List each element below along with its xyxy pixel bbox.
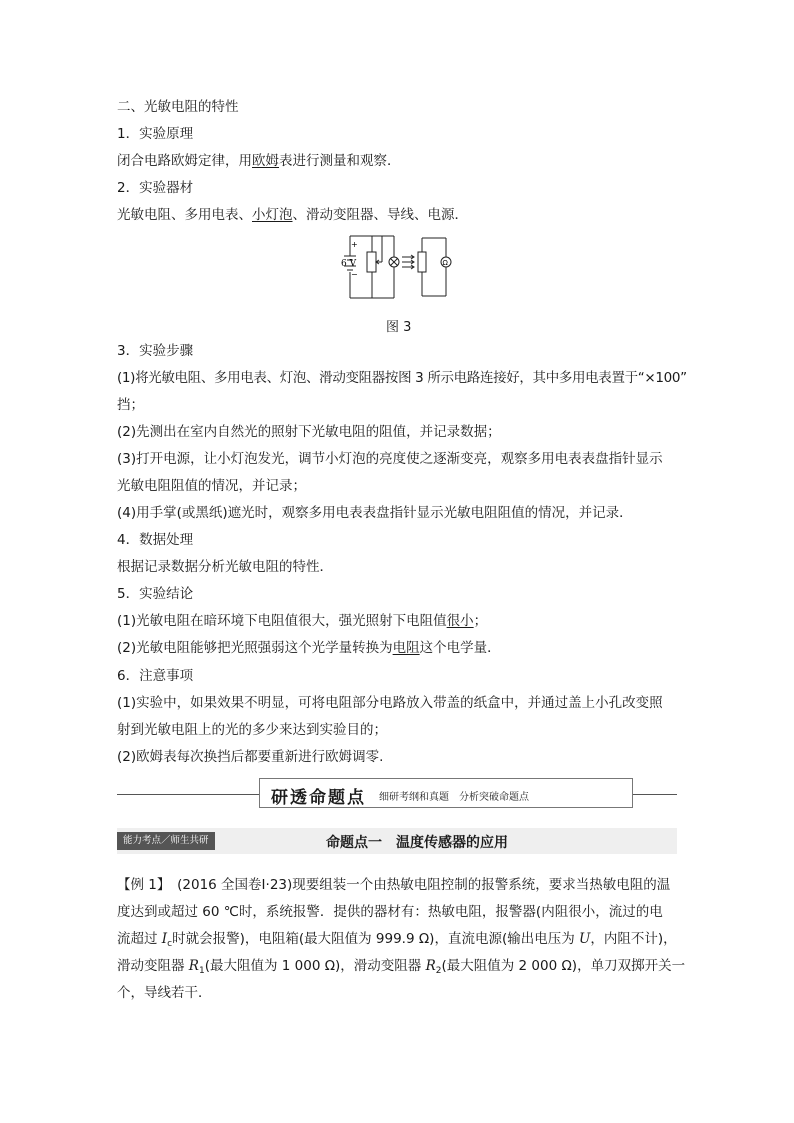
figure-caption: 图 3 <box>386 320 412 335</box>
text-segment: 光敏电阻、多用电表、 <box>117 207 252 223</box>
item-4-title: 4．数据处理 <box>117 532 194 548</box>
step-4: (4)用手掌(或黑纸)遮光时，观察多用电表表盘指针显示光敏电阻阻值的情况，并记录． <box>117 505 633 521</box>
section-banner <box>117 776 677 812</box>
text-segment: 表进行测量和观察． <box>279 153 401 169</box>
banner-rule-right <box>633 794 677 795</box>
banner-rule-left <box>117 794 259 795</box>
step-1-line-2: 挡； <box>117 397 144 413</box>
step-1-line-1: (1)将光敏电阻、多用电表、灯泡、滑动变阻器按图 3 所示电路连接好，其中多用电表置于“×100” <box>117 370 687 386</box>
item-3-title: 3．实验步骤 <box>117 343 194 359</box>
banner-subtitle: 细研考纲和真题 分析突破命题点 <box>379 792 529 803</box>
text-segment: (2)光敏电阻能够把光照强弱这个光学量转换为 <box>117 640 393 656</box>
underlined-answer: 电阻 <box>392 640 420 656</box>
text-segment: 滑动变阻器 <box>117 958 189 974</box>
underlined-answer: 欧姆 <box>252 153 279 169</box>
item-1-title: 1．实验原理 <box>117 126 194 142</box>
text-segment: 时就会报警)，电阻箱(最大阻值为 999.9 Ω)，直流电源(输出电压为 <box>172 931 579 947</box>
item-4-text: 根据记录数据分析光敏电阻的特性． <box>117 559 333 575</box>
symbol-U: U <box>579 931 591 947</box>
example-line-3 <box>117 930 677 953</box>
section-heading: 二、光敏电阻的特性 <box>117 99 239 115</box>
topic-bar <box>117 828 677 854</box>
step-2: (2)先测出在室内自然光的照射下光敏电阻的阻值，并记录数据； <box>117 424 501 440</box>
text-segment: (最大阻值为 1 000 Ω)，滑动变阻器 <box>204 958 426 974</box>
item-1-text <box>117 152 401 170</box>
text-segment: 流超过 <box>117 931 162 947</box>
item-2-text <box>117 206 468 224</box>
item-2-title: 2．实验器材 <box>117 180 194 196</box>
symbol-R1: R <box>188 958 199 974</box>
topic-title: 命题点一 温度传感器的应用 <box>326 835 508 851</box>
battery-plus-label: + <box>351 240 358 249</box>
note-1-line-2: 射到光敏电阻上的光的多少来达到实验目的； <box>117 722 387 738</box>
ohmmeter-label: Ω <box>442 259 448 267</box>
underlined-answer: 小灯泡 <box>252 207 293 223</box>
note-2: (2)欧姆表每次换挡后都要重新进行欧姆调零. <box>117 749 384 765</box>
conclusion-2 <box>117 639 501 657</box>
conclusion-1 <box>117 612 487 630</box>
step-3-line-1: (3)打开电源，让小灯泡发光，调节小灯泡的亮度使之逐渐变亮，观察多用电表表盘指针显示 <box>117 451 663 467</box>
circuit-diagram <box>338 232 462 304</box>
text-segment: ； <box>473 613 488 629</box>
underlined-answer: 很小 <box>446 613 474 629</box>
subscript-1: 1 <box>198 966 205 976</box>
text-segment: 这个电学量． <box>419 640 501 656</box>
example-line-1: 【例 1】 (2016 全国卷Ⅰ·23)现要组装一个由热敏电阻控制的报警系统，要求当热敏电阻的温 <box>117 877 671 893</box>
text-segment: (1)光敏电阻在暗环境下电阻值很大，强光照射下电阻值 <box>117 613 447 629</box>
note-1-line-1: (1)实验中，如果效果不明显，可将电阻部分电路放入带盖的纸盒中，并通过盖上小孔改变照 <box>117 695 663 711</box>
text-segment: 、滑动变阻器、导线、电源． <box>292 207 468 223</box>
item-6-title: 6．注意事项 <box>117 668 194 684</box>
example-line-4 <box>117 957 685 980</box>
text-segment: ，内阻不计)， <box>590 931 677 947</box>
example-line-5: 个，导线若干． <box>117 985 212 1001</box>
symbol-R2: R <box>425 958 436 974</box>
subscript-2: 2 <box>435 966 442 976</box>
item-5-title: 5．实验结论 <box>117 586 194 602</box>
text-segment: 闭合电路欧姆定律，用 <box>117 153 252 169</box>
example-line-2: 度达到或超过 60 ℃时，系统报警．提供的器材有：热敏电阻，报警器(内阻很小，流过的电 <box>117 904 663 920</box>
battery-minus-label: − <box>351 270 358 279</box>
subscript-c: c <box>167 939 173 949</box>
symbol-I: I <box>161 931 168 947</box>
step-3-line-2: 光敏电阻阻值的情况，并记录； <box>117 478 306 494</box>
topic-tag: 能力考点／师生共研 <box>117 832 215 850</box>
banner-title: 研透命题点 <box>271 788 366 808</box>
text-segment: (最大阻值为 2 000 Ω)，单刀双掷开关一 <box>441 958 686 974</box>
battery-voltage-label: 6 V <box>341 259 357 269</box>
